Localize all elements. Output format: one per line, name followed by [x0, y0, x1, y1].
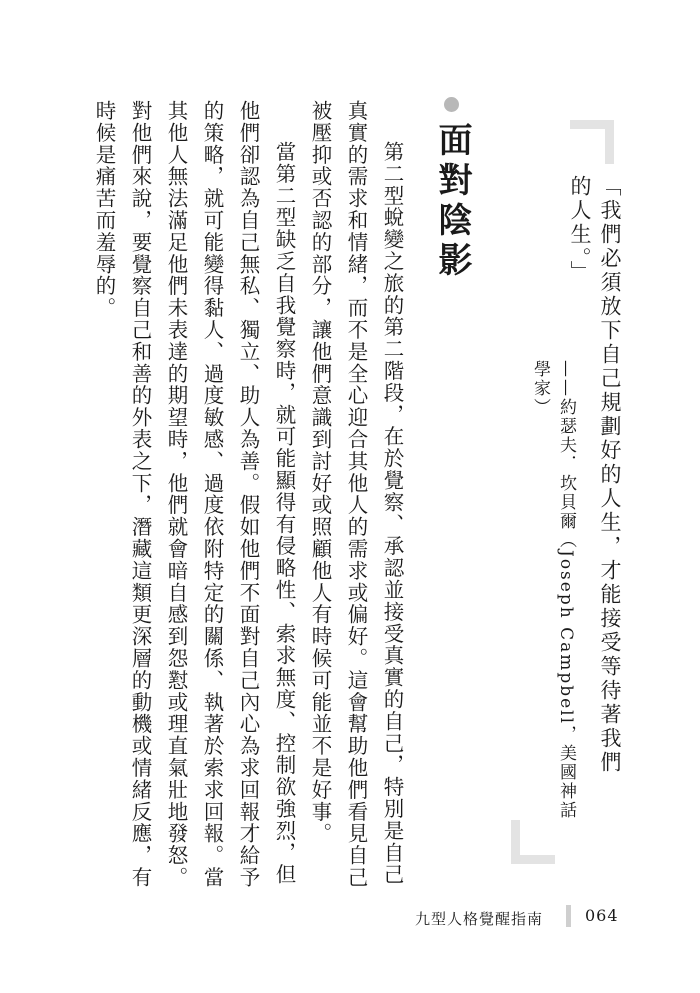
body-paragraph: 當第二型缺乏自我覺察時，就可能顯得有侵略性、索求無度、控制欲強烈，但他們卻認為自己無私、獨立、助人為善。假如他們不面對自己內心為求回報才給予的策略，就可能變得黏人、過度敏感、過度依附特定的關係、執著於索求回報。當其他人無法滿足他們未表達的期望時，他們就會暗自感到怨懟或理直氣壯地發怒。對他們來說，要覺察自己和善的外表之下，潛藏這類更深層的動機或情緒反應，有時候是痛苦而羞辱的。	[92, 100, 296, 889]
section-heading: 面對陰影	[432, 122, 472, 282]
page-number: 064	[585, 906, 619, 925]
epigraph-attribution: ——約瑟夫．坎貝爾（Joseph Campbell，美國神話學家）	[530, 360, 576, 821]
body-paragraph: 第二型蛻變之旅的第二階段，在於覺察、承認並接受真實的自己，特別是自己真實的需求和情緒，而不是全心迎合其他人的需求或偏好。這會幫助他們看見自己被壓抑或否認的部分，讓他們意識到討好或照顧他人有時候可能並不是好事。	[308, 100, 404, 889]
body-text	[92, 100, 410, 890]
heading-bullet-icon	[444, 97, 459, 112]
running-footer-title: 九型人格覺醒指南	[415, 910, 544, 928]
quote-bracket-bottom	[511, 820, 555, 864]
footer-divider	[566, 905, 571, 927]
quote-bracket-top	[570, 120, 614, 164]
epigraph-quote: 「我們必須放下自己規劃好的人生，才能接受等待著我們的人生。」	[568, 175, 622, 775]
